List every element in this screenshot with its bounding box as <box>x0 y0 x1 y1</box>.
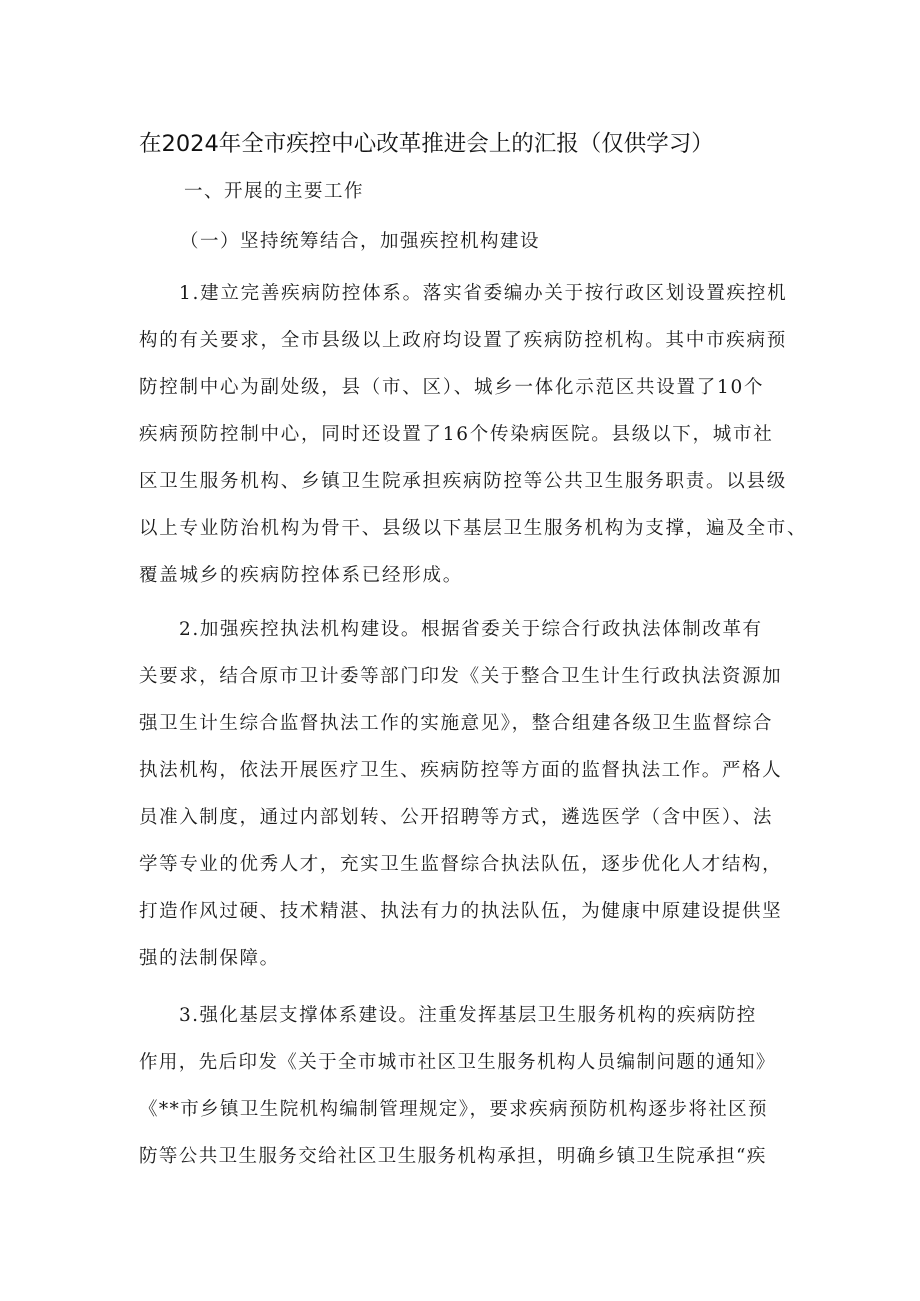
paragraph-line: 疾病预防控制中心，同时还设置了16个传染病医院。县级以下，城市社 <box>139 424 774 445</box>
paragraph-line: 学等专业的优秀人才，充实卫生监督综合执法队伍，逐步优化人才结构， <box>139 854 783 875</box>
paragraph-1 <box>139 270 808 599</box>
paragraph-2 <box>139 606 799 982</box>
paragraph-line: 《**市乡镇卫生院机构编制管理规定》，要求疾病预防机构逐步将社区预 <box>139 1099 768 1120</box>
paragraph-line: 防等公共卫生服务交给社区卫生服务机构承担，明确乡镇卫生院承担“疾 <box>139 1146 767 1167</box>
paragraph-line: 防控制中心为副处级，县（市、区）、城乡一体化示范区共设置了10个 <box>139 377 765 398</box>
paragraph-line: 强卫生计生综合监督执法工作的实施意见》，整合组建各级卫生监督综合 <box>139 713 773 734</box>
paragraph-line: 3.强化基层支撑体系建设。注重发挥基层卫生服务机构的疾病防控 <box>179 1005 757 1026</box>
paragraph-line: 以上专业防治机构为骨干、县级以下基层卫生服务机构为支撑，遍及全市、 <box>139 518 808 539</box>
paragraph-line: 2.加强疾控执法机构建设。根据省委关于综合行政执法体制改革有 <box>179 619 763 640</box>
paragraph-line: 作用，先后印发《关于全市城市社区卫生服务机构人员编制问题的通知》 <box>139 1052 776 1073</box>
section-heading: 一、开展的主要工作 <box>184 181 365 202</box>
paragraph-line: 执法机构，依法开展医疗卫生、疾病防控等方面的监督执法工作。严格人 <box>139 760 783 781</box>
paragraph-3 <box>139 992 799 1180</box>
paragraph-line: 打造作风过硬、技术精湛、执法有力的执法队伍，为健康中原建设提供坚 <box>139 901 783 922</box>
subsection-heading: （一）坚持统筹结合，加强疾控机构建设 <box>180 231 541 252</box>
paragraph-line: 区卫生服务机构、乡镇卫生院承担疾病防控等公共卫生服务职责。以县级 <box>139 471 788 492</box>
document-title: 在2024年全市疾控中心改革推进会上的汇报（仅供学习） <box>139 131 714 157</box>
paragraph-line: 员准入制度，通过内部划转、公开招聘等方式，遴选医学（含中医）、法 <box>139 807 773 828</box>
paragraph-line: 关要求，结合原市卫计委等部门印发《关于整合卫生计生行政执法资源加 <box>139 666 783 687</box>
paragraph-line: 构的有关要求，全市县级以上政府均设置了疾病防控机构。其中市疾病预 <box>139 330 788 351</box>
paragraph-line: 覆盖城乡的疾病防控体系已经形成。 <box>139 565 464 586</box>
paragraph-line: 1.建立完善疾病防控体系。落实省委编办关于按行政区划设置疾控机 <box>179 283 788 304</box>
paragraph-line: 强的法制保障。 <box>139 948 280 969</box>
